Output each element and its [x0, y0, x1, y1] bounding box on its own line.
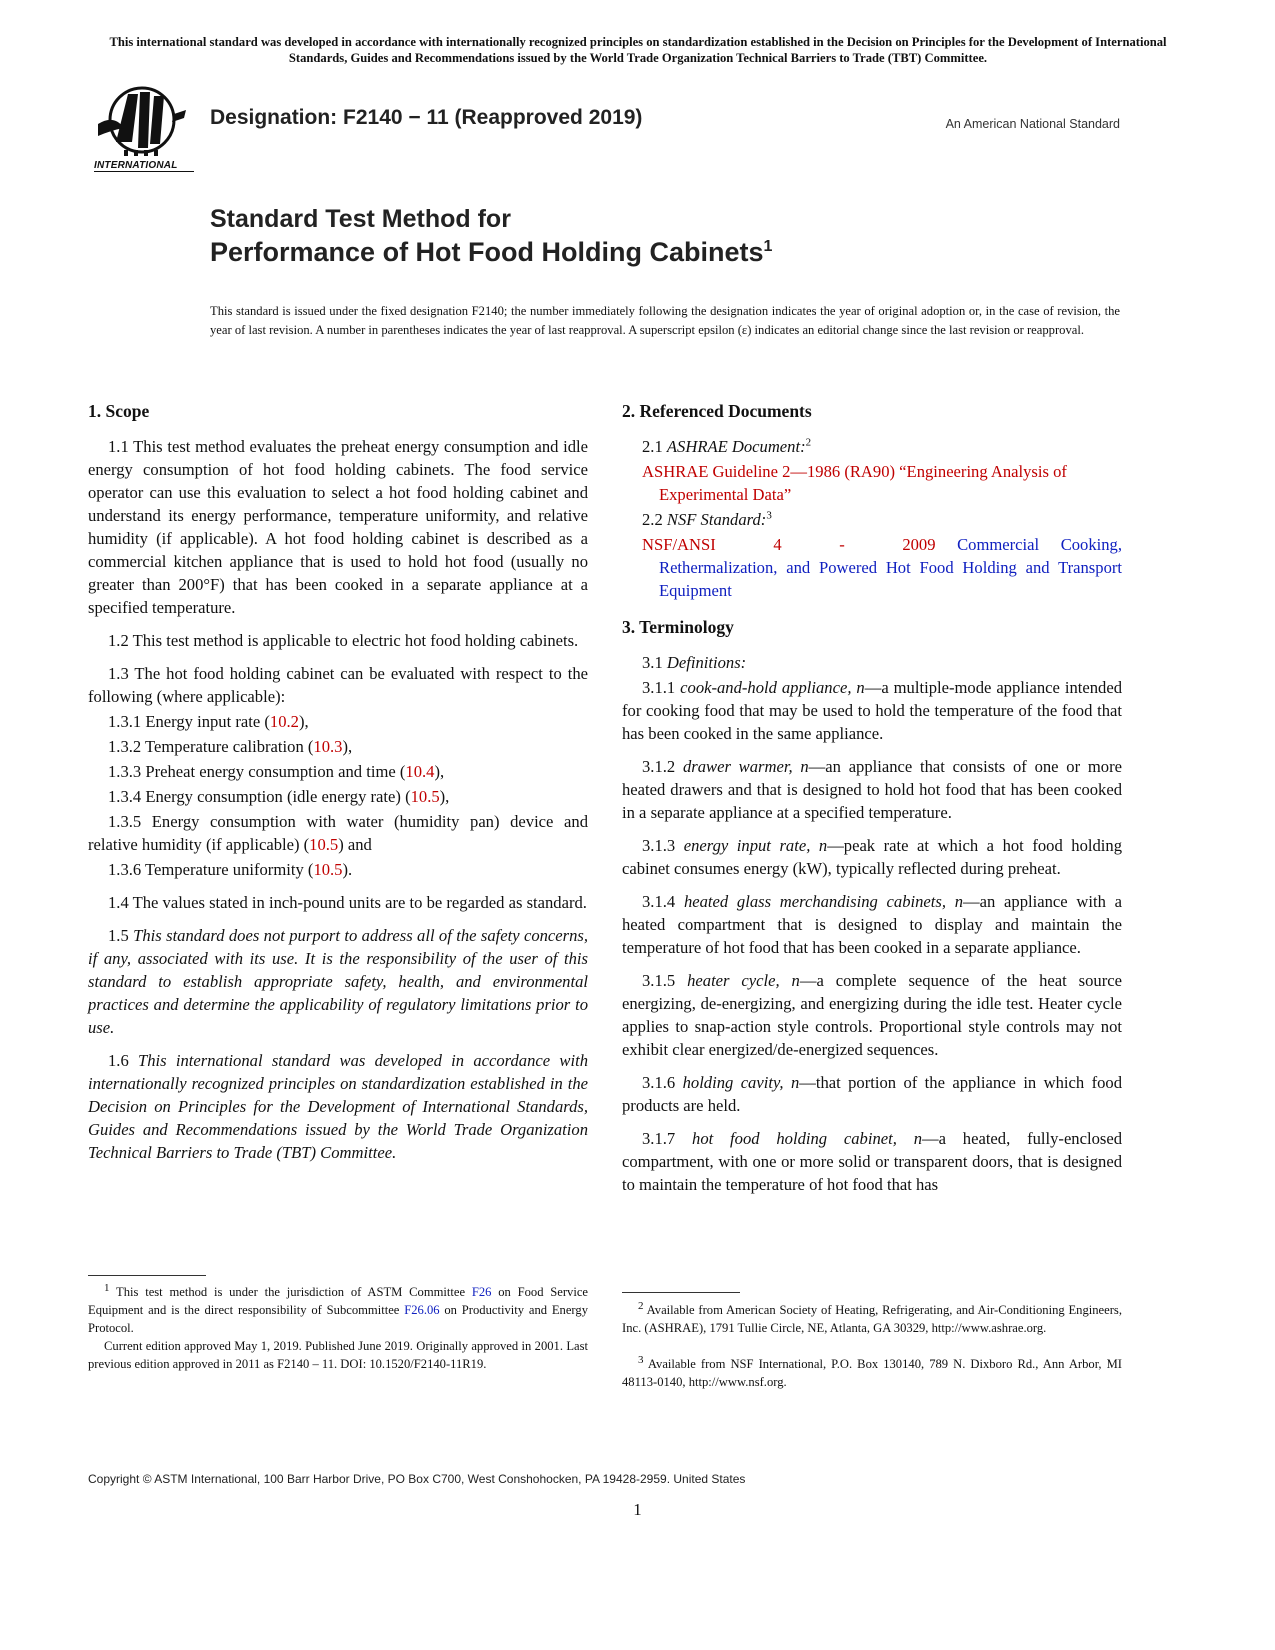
- footnote-3: $^3$ Available from NSF International, P.O. Box 130140, 789 N. Dixboro Rd., Ann Arbor, MI 48113-0140, http://www.nsf.org.: [622, 1353, 1122, 1389]
- list-item: 1.3.3 Preheat energy consumption and time (10.4),: [108, 762, 445, 781]
- footnote-1: $^1$ This test method is under the jurisdiction of ASTM Committee F26 on Food Service Equipment and is the direct responsibility of Subcommittee F26.06 on Productivity and Energy Protocol. Current edition approved May 1, 2019. Published June 2019. Originally approved in 2001. Last previous edition approved in 2011 as F2140 – 11. DOI: 10.1520/F2140-11R19.: [88, 1281, 589, 1371]
- designation: Designation: F2140 − 11 (Reapproved 2019): [210, 106, 643, 129]
- list-item: 1.3.2 Temperature calibration (10.3),: [108, 737, 353, 756]
- astm-logo: [94, 84, 194, 180]
- definition-item: 3.1.3 energy input rate, n—peak rate at which a hot food holding cabinet consumes energy (kW), typically reflected during preheat.: [622, 836, 1122, 878]
- title-line-1: Standard Test Method for: [210, 205, 511, 233]
- footnote-2: $^2$ Available from American Society of Heating, Refrigerating, and Air-Conditioning Engineers, Inc. (ASHRAE), 1791 Tullie Circle, NE, Atlanta, GA 30329, http://www.ashrae.org.: [622, 1299, 1122, 1335]
- left-column: [88, 400, 588, 1174]
- para-3-1: 3.1 Definitions:: [642, 653, 747, 672]
- definition-item: 3.1.7 hot food holding cabinet, n—a heated, fully-enclosed compartment, with one or more solid or transparent doors, that is designed to maintain the temperature of hot food that has: [622, 1129, 1122, 1194]
- page-number: 1: [633, 1500, 642, 1519]
- definition-item: 3.1.6 holding cavity, n—that portion of the appliance in which food products are held.: [622, 1073, 1122, 1115]
- section-ref-link[interactable]: 10.5: [313, 860, 343, 879]
- list-item: 1.3.5 Energy consumption with water (humidity pan) device and relative humidity (if applicable) (10.5) and: [88, 812, 588, 854]
- definition-item: 3.1.2 drawer warmer, n—an appliance that consists of one or more heated drawers and that is designed to hold hot food that has been cooked in a separate appliance at a specified temperature.: [622, 757, 1122, 822]
- para-1-6: 1.6 This international standard was developed in accordance with internationally recognized principles on standardization established in the Decision on Principles for the Development of International Standards, Guides and Recommendations issued by the World Trade Organization Technical Barriers to Trade (TBT) Committee.: [88, 1051, 588, 1162]
- section-ref-link[interactable]: 10.5: [410, 787, 440, 806]
- section-heading-referenced: 2. Referenced Documents: [622, 401, 812, 421]
- para-1-3: 1.3 The hot food holding cabinet can be evaluated with respect to the following (where applicable):: [88, 664, 588, 706]
- list-item: 1.3.4 Energy consumption (idle energy rate) (10.5),: [108, 787, 450, 806]
- issued-notice: This standard is issued under the fixed designation F2140; the number immediately following the designation indicates the year of original adoption or, in the case of revision, the year of last revision. A number in parentheses indicates the year of last reapproval. A superscript epsilon (ε) indicates an editorial change since the last revision or reapproval.: [210, 304, 1120, 337]
- para-1-5: 1.5 This standard does not purport to address all of the safety concerns, if any, associated with its use. It is the responsibility of the user of this standard to establish appropriate safety, health, and environmental practices and determine the applicability of regulatory limitations prior to use.: [88, 926, 589, 1037]
- copyright-notice: Copyright © ASTM International, 100 Barr Harbor Drive, PO Box C700, West Conshohocken, PA 19428-2959. United States: [88, 1472, 746, 1486]
- para-2-2: 2.2 NSF Standard:$^3$: [642, 509, 772, 529]
- ashrae-guideline-link[interactable]: ASHRAE Guideline 2—1986 (RA90) “Engineering Analysis of Experimental Data”: [642, 462, 1067, 504]
- title-footnote-mark: 1: [763, 238, 773, 255]
- para-1-1: 1.1 This test method evaluates the preheat energy consumption and idle energy consumption of hot food holding cabinets. The food service operator can use this evaluation to select a hot food holding cabinet and understand its energy performance, temperature uniformity, and relative humidity (if applicable). A hot food holding cabinet is described as a commercial kitchen appliance that is used to hold hot food (usually no greater than 200°F) that has been cooked in a separate appliance at a specified temperature.: [88, 437, 588, 617]
- wto-notice: This international standard was developed in accordance with internationally recognized principles on standardization established in the Decision on Principles for the Development of International Standards, Guides and Recommendations issued by the World Trade Organization Technical Barriers to Trade (TBT) Committee.: [109, 35, 1167, 65]
- american-national-standard: An American National Standard: [945, 117, 1120, 131]
- nsf-standard-link[interactable]: NSF/ANSI 4 - 2009 Commercial Cooking, Rethermalization, and Powered Hot Food Holding and Transport Equipment: [642, 535, 1122, 600]
- title-line-2: [210, 237, 772, 268]
- para-2-1: 2.1 ASHRAE Document:$^2$: [642, 436, 812, 456]
- section-ref-link[interactable]: 10.5: [309, 835, 339, 854]
- section-ref-link[interactable]: 10.2: [269, 712, 299, 731]
- section-heading-terminology: 3. Terminology: [622, 617, 734, 637]
- para-1-4: 1.4 The values stated in inch-pound units are to be regarded as standard.: [108, 893, 587, 912]
- footnote-divider: [88, 1275, 206, 1276]
- footnote-edition: Current edition approved May 1, 2019. Published June 2019. Originally approved in 2001. Last previous edition approved in 2011 as F2140 – 11. DOI: 10.1520/F2140-11R19.: [88, 1339, 588, 1371]
- para-1-2: 1.2 This test method is applicable to electric hot food holding cabinets.: [108, 631, 579, 650]
- footnote-divider: [622, 1292, 740, 1293]
- definition-item: 3.1.1 cook-and-hold appliance, n—a multiple-mode appliance intended for cooking food that may be used to hold the temperature of the food that has been cooked in the same appliance.: [622, 678, 1122, 743]
- section-ref-link[interactable]: 10.4: [405, 762, 435, 781]
- section-ref-link[interactable]: 10.3: [313, 737, 343, 756]
- list-item: 1.3.1 Energy input rate (10.2),: [108, 712, 309, 731]
- right-column: [622, 400, 1122, 1206]
- list-item: 1.3.6 Temperature uniformity (10.5).: [108, 860, 353, 879]
- subcommittee-link[interactable]: F26.06: [404, 1303, 440, 1317]
- definition-item: 3.1.4 heated glass merchandising cabinets, n—an appliance with a heated compartment that is designed to display and maintain the temperature of hot food that has been cooked in a separate appliance.: [622, 892, 1122, 957]
- logo-international-text: INTERNATIONAL: [94, 160, 194, 172]
- title-text: Performance of Hot Food Holding Cabinets: [210, 237, 764, 267]
- section-heading-scope: 1. Scope: [88, 401, 150, 421]
- definition-item: 3.1.5 heater cycle, n—a complete sequence of the heat source energizing, de-energizing, and energizing during the idle test. Heater cycle applies to snap-action style controls. Proportional style controls may not exhibit clear energized/de-energized sequences.: [622, 971, 1122, 1059]
- committee-link[interactable]: F26: [471, 1285, 492, 1299]
